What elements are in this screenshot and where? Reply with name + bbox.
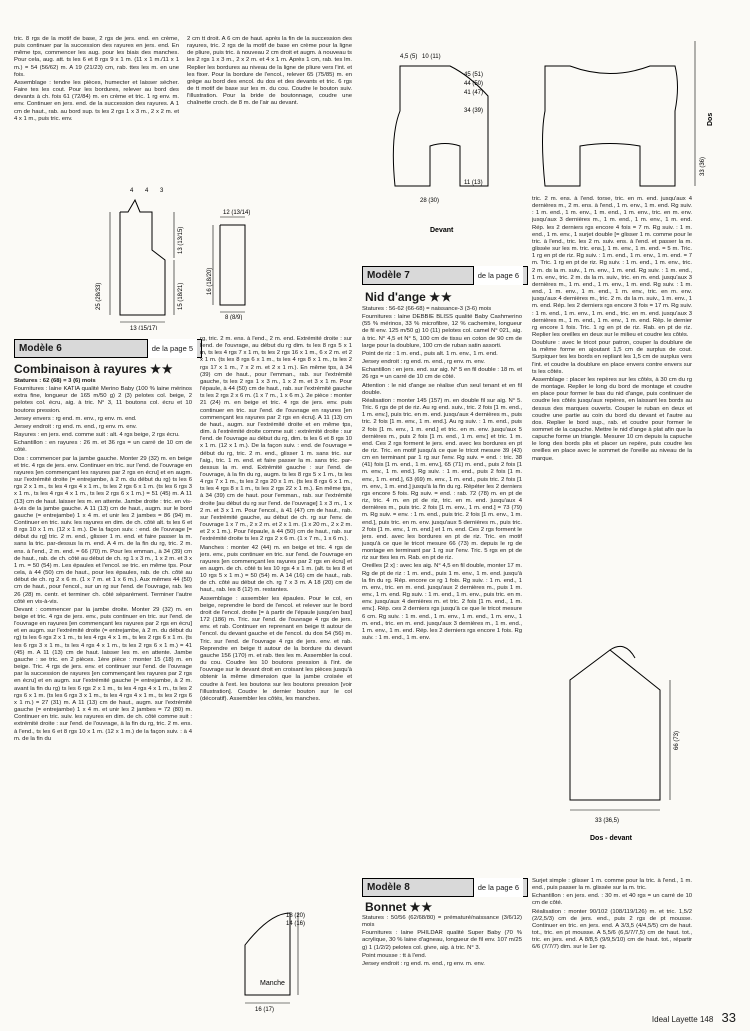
manche-bottom-label: 16 (17) <box>255 1007 275 1013</box>
col1-top-text: tric. 8 rgs de la motif de base, 2 rgs de jers. end. en crème, puis continuer par la succession des rayures en jers. end. En même tps, commencer les aug. pour les biais des manches. Pour cela, aug. att. ts les 6 et 8 rgs 9 x 1 m. (11 x 1 m./11 x 1 m.) = 54 (56/62) m. A 19 (21/23) cm, rab. ttes les m. en une fois. Assemblage : tendre les pièces, humecter et laisser sécher. Faire tes les cout. Pour les bordures, relever au bord des devants à ch. fois 61 (72/84) m. en crème et tric. 1 rg env. m. env. Continuer en jers. end. de la succession des rayures. A 1 cm de haut., rab. au bord sup. ts les 2 rgs 1 x 3 m., 2 x 2 m. et 4 x 1 m., puis tric. env. <box>14 36 179 122</box>
sleeve-left-label: 16 (18/20) <box>207 267 213 295</box>
chart-top-label-3: 3 <box>160 188 164 194</box>
modele6-title: Combinaison à rayures ★★ <box>14 362 174 376</box>
modele8-col2-text: Surjet simple : glisser 1 m. comme pour la tric. à l'end., 1 m. end., puis passer la m. glissée sur la m. tric. Echantillon : en jers. end. : 30 m. et 40 rgs = un carré de 10 cm de côté. Réalisation : monter 90/102 (108/119/126) m. et tric. 1,5/2 (2/2,5/3) cm de jers. end., puis 2 rgs de pt mousse. Continuer en tric. en jers. end. A 3/3,5 (4/4,5/5) cm de haut. tot., tric. en pt mousse. A 5,5/6 (6,5/7/7,5) cm de haut. tot., tric. en jers. end. A 8/8,5 (9/9,5/10) cm de haut. tot., répartir 6/6 (7/7/7) dim. sur le 1er rg. <box>532 878 692 951</box>
modele8-title: Bonnet ★★ <box>365 900 434 914</box>
manche-caption: Manche <box>260 980 285 987</box>
dos-devant-caption: Dos - devant <box>590 835 633 842</box>
modele6-header: Modèle 6 de la page 5 <box>14 339 202 358</box>
dos-caption: Dos <box>707 112 714 126</box>
chart-right-top-label: 13 (13/15) <box>178 226 184 254</box>
dos-devant-bottom-label: 33 (36,5) <box>595 818 620 824</box>
modele6-col1-text: Statures : 62 (68) = 3 (6) mois Fournitures : laine KATIA qualité Merino Baby (100 % laine mérinos extra fine, longueur de 165 m/50 g) 2 (3) pelotes col. beige, 2 pelotes col. écru, aig. à tric. N° 3, 11 boutons col. écru et 10 boutons pression. Jersey envers : rg end. m. env., rg env. m. end. Jersey endroit : rg end. m. end., rg env. m. env. Rayures : en jers. end. comme suit : alt. 4 rgs beige, 2 rgs écru. Echantillon : en rayures : 26 m. et 36 rgs = un carré de 10 cm de côté. Dos : commencer par la jambe gauche. Monter 29 (32) m. en beige et tric. 4 rgs de jers. env. Continuer en tric. sur l'end. de l'ouvrage en rayures [en commençant les rayures par 2 rgs en écru] et en augm. sur l'extrémité droite (= entrejambe, à 2 m. du début du rg) ts les 6 rgs 2 x 1 m., ts les 4 rgs 4 x 1 m., ts les 2 rgs 6 x 1 m. (ts les 6 rgs 3 x 1 m., ts les 4 rgs 4 x 1 m., ts les 2 rgs 6 x 1 m.) = 51 (45) m. A 11 (13) cm de haut. laisser les m. en attente. Jambe droite : tric. en vis-à-vis de la jambe gauche. A 11 (13) cm de haut., augm. sur le bord gauche (= entrejambe) 1 x 4 m. et unir les 2 jambes = 86 (94) m. Continuer en tric. suiv. les rayures en dim. de ch. côté alt. ts les 6 et 8 rgs 10 x 1 m. (12 x 1 m.). De la façon suiv. : end. de l'ouvrage [= début du rg] tric. 2 m. end., glisser 1 m. end. et faire passer la m. sans la tric. par-dessus la m. end. A 4 m. de la fin du rg, tric. 2 m. ens. à l'end., 2 m. end. = 66 (70) m. Pour les emman., à 34 (39) cm de haut., rab. de ch. côté au début de ch. rg 1 x 3 m., 1 x 2 m. et 3 x 1 m. = 50 (54) m. Les épaules et l'encol. se tric. en même tps. Pour cela, à 44 (50) cm de haut., pour les épaules, rab. de ch. côté au début de ch. rg 2 x 6 m. (1 x 7 m. et 1 x 6 m.). Aux mêmes 44 (50) cm de haut., pour l'encol., sur un rg sur l'end. de l'ouvrage, rab. les 26 (28) m. centr. et terminer ch. côté séparément. Terminer l'autre côté en vis-à-vis. Devant : commencer par la jambe droite. Monter 29 (32) m. en beige et tric. 4 rgs de jers. env., puis continuer en tric. sur l'end. de l'ouvrage en rayures [en commençant les rayures par 2 rgs en écru] et en augm. sur l'extrémité droite (= entrejambe, à 2 m. du début du rg) ts les 6 rgs 2 x 1 m., ts les 4 rgs 4 x 1 m., ts les 2 rgs 6 x 1 m. (ts les 6 rgs 3 x 1 m., ts les 4 rgs 4 x 1 m., ts les 2 rgs 6 x 1 m.) = 41 (45) m. A 11 (13) cm de haut. laisser les m. en attente. Jambe gauche : se tric. en 2 pièces. 1ère pièce : monter 15 (18) m. en beige. Tric. 4 rgs de jers. env. et continuer sur l'end. de l'ouvrage par la succession de rayures [en commençant les rayures par 2 rgs en écru] et en augm. sur l'extrémité gauche (= entrejambe, à 2 m. avant la fin du rg) ts les 6 rgs 2 x 1 m., ts les 4 rgs 4 x 1 m., ts les 2 rgs 6 x 1 m. (ts les 6 rgs 3 x 1 m., ts les 4 rgs 4 x 1 m., ts les 2 rgs 6 x 1 m.) = 27 (31) m. A 11 (13) cm de haut., augm. sur l'extrémité gauche (= entrejambe) 1 x 4 m. et unir les 2 jambes = 72 (80) m. Continuer en tric. suiv. les rayures en dim. de ch. côté comme suit : extrémité droite : sur l'end. de l'ouvrage, à la fin du rg, tric. 2 m. ens. à l'end., ts les 6 et 8 rgs 10 x 1 m. (12 x 1 m.) de la façon suiv. : à 4 m. de la fin du <box>14 378 192 742</box>
jacket-pattern-chart <box>90 180 185 330</box>
modele8-col1-text: Statures : 50/56 (62/68/80) = prématuré/naissance (3/6/12) mois Fournitures : laine PHILDAR qualité Super Baby (70 % acrylique, 30 % laine d'agneau, longueur de fil env. 107 m/25 g) 1 (1/2/2) pelotes col. givre, aig. à tric. N° 3. Point mousse : tt à l'end. Jersey endroit : rg end. m. end., rg env. m. env. <box>362 915 522 967</box>
dos-devant-side-label: 66 (73) <box>674 730 680 750</box>
modele7-title: Nid d'ange ★★ <box>365 290 453 304</box>
footer-issue-number: 148 <box>699 1015 714 1024</box>
chart-right-bottom-label: 15 (18/21) <box>178 282 184 310</box>
chart-left-label: 25 (28/33) <box>96 282 102 310</box>
sleeve-bottom-label: 8 (8/9) <box>225 315 243 320</box>
devant-side-5: 11 (13) <box>464 180 483 186</box>
devant-label-2: 10 (11) <box>422 54 441 60</box>
dos-side-label: 33 (36) <box>700 156 706 176</box>
manche-chart <box>230 905 340 1015</box>
sleeve-top-label: 12 (13/14) <box>223 210 251 216</box>
devant-caption: Devant <box>430 227 454 234</box>
chart-top-label-1: 4 <box>130 188 134 194</box>
page-number: 33 <box>721 1010 736 1025</box>
footer-label: Ideal Layette <box>651 1015 698 1024</box>
page-footer <box>652 1010 736 1025</box>
dos-devant-chart <box>550 630 730 870</box>
chart-top-label-2: 4 <box>145 188 149 194</box>
devant-side-4: 34 (39) <box>464 108 484 114</box>
modele8-header: Modèle 8 de la page 6 <box>362 878 528 897</box>
modele7-col1-text: Statures : 56-62 (66-68) = naissance-3 (3-6) mois Fournitures : laine DEBBIE BLISS qualité Baby Cashmerino (55 % mérinos, 33 % microfibre, 12 % cachemire, longueur de fil env. 125 m/50 g) 10 (11) pelotes col. camel N° 021, aig. à tric. N° 4,5 et N° 5, 100 cm de tissu en coton de 90 cm de large pour la doublure, 100 cm de ruban satin assorti. Point de riz : 1 m. end., puis alt. 1 m. env., 1 m. end. Jersey endroit : rg end. m. end., rg env. m. env. Echantillon : en jers. end. sur aig. N° 5 en fil double : 18 m. et 26 rgs = un carré de 10 cm de côté. Attention : le nid d'ange se réalise d'un seul tenant et en fil double. Réalisation : monter 145 (157) m. en double fil sur aig. N° 5. Tric. 6 rgs de pt de riz. Au rg end. suiv., tric. 2 fois [1 m. end., 1 m. env.], puis tric. en m. end. jusqu'aux 4 dernières m., puis tric. 2 fois [1 m. env., 1 m. end.]. Au rg suiv. : 1 m. end., puis 2 fois [1 m. env., 1 m. end.] et tric. en m. env. jusqu'aux 5 dernières m., puis 2 fois [1 m. end., 1 m. env.] et tric. 1 m. end. Ces 2 rgs forment le jers. end. avec les bordures en pt de riz. Tric. en motif jusqu'à ce que le tricot mesure 39 (43) cm en terminant par 1 rg sur l'env. Rg suiv. = end. : tric. 38 (41) fois [1 m. end., 1 m. env.], 65 (71) m. end., puis 2 fois [1 m. env., 1 m. end.]. Rg suiv. : 1 m. end., puis 2 fois [1 m. env., 1 m. end.], 63 (69) m. env., 1 m. end., puis tric. 2 fois [1 m. env., 1 m. end.] jusqu'à la fin du rg. Répéter les 2 derniers rgs encore 5 fois. Rg suiv. = end. : rab. 72 (78) m. en pt de riz, tric. 4 m. en pt de riz, tric. en m. end. jusqu'aux 4 dernières m., puis tric. 2 fois [1 m. env., 1 m. end.] = 73 (79) m. Rg suiv. = env. : 1 m. end., puis tric. 2 fois [1 m. env., 1 m. end.], puis tric. en m. env. jusqu'aux 5 dernières m., puis tric. 2 fois [1 m. env., 1 m. end.] et 1 m. end. Ces 2 rgs forment le jers. end. avec les bordures en pt de riz. Tric. en motif jusqu'à ce que le tricot mesure 66 (73) m. depuis le rg de montage en terminant par 1 rg sur l'env. Tric. 5 rgs en pt de riz sur ttes les m. Rab. en pt de riz. Oreilles [2 x] : avec les aig. N° 4,5 en fil double, monter 17 m. Rg de pt de riz : 1 m. end., puis 1 m. env., 1 m. end. jusqu'à la fin du rg. Rép. encore ce rg 1 fois. Rg suiv. : 1 m. end., 1 m. env., tric. en m. end. jusqu'aux 2 dernières m., puis 1 m. env., 1 m. end. Rg suiv. : 1 m. end., 1 m. env., puis tric. en m. env. jusqu'aux 4 dernières m. et tric. 2 fois [1 m. end., 1 m. env.]. Rép. ces 2 derniers rgs jusqu'à ce que le tricot mesure 6 cm. Rg suiv. : 1 m. end., 1 m. env., 1 m. end., 1 m. env., 1 m. end., tric. en m. end. jusqu'aux 3 dernières m., 1 m. end., 1 m. env., 1 m. end. Rép. les 2 derniers rgs encore 1 fois. Rg suiv. : 1 m. end., 1 m. env. <box>362 306 522 642</box>
devant-bottom-label: 28 (30) <box>420 198 440 204</box>
devant-side-2: 44 (50) <box>464 81 484 87</box>
devant-side-3: 41 (47) <box>464 90 484 96</box>
devant-label-1: 4,5 (5) <box>400 54 418 60</box>
modele6-col2-text: rg, tric. 2 m. ens. à l'end., 2 m. end. Extrémité droite : sur l'end. de l'ouvrage, au début du rg dim. ts les 8 rgs 5 x 1 m, ts les 4 rgs 7 x 1 m, ts les 2 rgs 16 x 1 m., 6 x 2 m. et 2 x 1 m. (ts les 8 rgs 6 x 1 m., ts les 4 rgs 8 x 1 m., ts les 2 rgs 17 x 1 m., 7 x 2 m. et 2 x 1 m.). En même tps, à 34 (39) cm de haut., pour l'emman., rab. sur l'extrémité gauche, ts les 2 rgs 1 x 3 m., 1 x 2 m. et 3 x 1 m. Pour l'épaule, à 44 (50) cm de haut., rab. sur l'extrémité gauche ts les 2 rgs 2 x 6 m. (1 x 7 m., 1 x 6 m.). 2e pièce : monter 21 (24) m. en beige et tric. 4 rgs de jers. env. puis continuer en tric. sur l'end. de l'ouvrage en rayures [en commençant les rayures par 2 rgs en écru]. A 11 (13) cm de haut., augm. sur l'extrémité droite et en même tps, dim. à l'extrémité droite comme suit : extrémité droite : sur l'end. de l'ouvrage au début du rg, dim. ts les 6 et 8 rgs 10 x 1 m. (12 x 1 m.). De la façon suiv. : end. de l'ouvrage = début du rg, tric. 2 m. end., glisser 1 m. sans tric. sur l'aig., tric. 1 m. end. et faire passer la m. sans tric. par-dessus la m. end. Extrémité gauche : sur l'end. de l'ouvrage, à la fin du rg, augm. ts les 8 rgs 5 x 1 m., ts les 4 rgs 7 x 1 m., ts les 2 rgs 20 x 1 m. (ts les 8 rgs 6 x 1 m., ts les 4 rgs 8 x 1 m., ts les 2 rgs 22 x 1 m.). En même tps, à 34 (39) cm de haut. pour l'emman., rab. sur l'extrémité droite [au début du rg sur l'end. de l'ouvrage] 1 x 3 m., 1 x 2 m. et 3 x 1 m. Pour l'encol., à 41 (47) cm de haut., rab. sur l'extrémité gauche, au début de ch. rg sur l'env. de l'ouvrage 1 x 7 m., 2 x 2 m. et 2 x 1 m. (1 x 20 m., 2 x 2 m. et 2 x 1 m.). Pour l'épaule, à 44 (50) cm de haut., rab. sur l'extrémité droite ts les 2 rgs 2 x 6 m. (1 x 7 m., 1 x 6 m.). Manches : monter 42 (44) m. en beige et tric. 4 rgs de jers. env., puis continuer en tric. sur l'end. de l'ouvrage en rayures [en commençant les rayures par 2 rgs en écru] et en augm. de ch. côté ts les 10 rgs 4 x 1 m. (alt. ts les 8 et 10 rgs 5 x 1 m.) = 50 (54) m. A 14 (16) cm de haut., rab. de ch. côté au début de ch. rg 7 x 3 m. A 18 (20) cm de haut., rab. les 8 (12) m. restantes. Assemblage : assembler les épaules. Pour le col, en beige, reprendre le bord de l'encol. et relever sur le bord droit de l'encol. droite [= à partir de l'épaule jusqu'en bas] 172 (186) m. Tric. sur l'end. de l'ouvrage 4 rgs de jers. env. et rab. Continuer en reprenant en beige tt autour de l'encol. du devant gauche et de l'encol. du dos 54 (56) m. Tric. sur l'end. de l'ouvrage 4 rgs de jers. env. et rab. Reprendre en beige tt autour de la bordure du devant gauche 156 (170) m. et rab. ttes les m. Assembler la coul. du cou. Coudre les 10 boutons pression à l'int. de l'ouvrage sur le devant droit en croisant les pièces jusqu'à obtenir la même dimension que la jambe croisée et coudre à l'ext. les boutons sur les boutons pression [voir l'illustration]. Coudre le dernier bouton sur le col (décoratif). Assembler les côtés, les manches. <box>200 336 352 702</box>
devant-side-1: 45 (51) <box>464 72 484 78</box>
col2-top-text: 2 cm tt droit. A 6 cm de haut. après la fin de la succession des rayures, tric. 2 rgs de la motif de base en crème pour la ligne de pliure, puis tric. à nouveau 2 cm droit et augm. à nouveau ts les 2 rgs 1 x 3 m., 2 x 2 m. et 4 x 1 m. Après 1 cm, rab. tes lm. Replier les bordures au niveau de la ligne de pliure vers l'int. et les fixer. Pour la bordure de l'encol., relever 65 (75/85) m. en grège au bord des encol. du dos et des devants et tric. 6 rgs de tt motif de base sur les m. du cou. Coudre le bouton suiv. l'illustration. Pour la bride de boutonnage, coudre une chaînette croch. de 8 m. de l'air au devant. <box>187 36 352 107</box>
modele7-header: Modèle 7 de la page 6 <box>362 266 528 285</box>
modele7-col2-text: tric. 2 m. ens. à l'end. torse, tric. en m. end. jusqu'aux 4 dernières m., 2 m. ens. à l'end., 1 m. env., 1 m. end. Rg suiv. : 1 m. end., 1 m. env., 1 m. end., 1 m. env., tric. en m. env. jusqu'aux 3 dernières m., 1 m. end., 1 m. env., 1 m. end. Rép. les 2 derniers rgs encore 4 fois = 7 m. Rg suiv. : 1 m. end., 1 m. env., 1 surjet double [= glisser 1 m. comme pour le tric. à l'end., tric. les 2 m. suiv. ens. à l'end. et passer la m. glissée sur les m. tric. ens.], 1 m. env., 1 m. end. = 5 m. Tric. 1 rg en pt de riz. Rg suiv. : 1 m. end., 1 m. env., 1 m. end. = 7 m. Tric. 1 rg en pt de riz. Rg suiv. : 1 m. end., 1 m. env., tric. 2 m. ds la m. suiv., 1 m. env., 1 m. end. Rg suiv. : 1 m. end., 1 m. env., tric. 2 m. ds la m. suiv., tric. en m. end. jusqu'aux 3 dernières m., 1 m. end., 1 m. env., 1 m. end. Rg suiv. : 1 m. end., 1 m. env., 1 m. end., 1 m. env., tric. en m. env. jusqu'aux 4 dernières m., tric. 2 m. ds la m. suiv., 1 m. env., 1 m. end. Rép. les 2 derniers rgs encore 3 fois = 17 m. Rg suiv. : 1 m. end., 1 m. env., 1 m. end., tric. en m. end. jusqu'aux 3 dernières m., 1 m. end., 1 m. env., 1 m. end. Rép. le dernier rg encore 1 fois. Tric. 1 rg en pt de riz. Rab. en pt de riz. Replier les oreilles en deux sur le milieu et coudre les côtés. Doublure : avec le tricot pour patron, couper la doublure de la même forme en ajoutant 1,5 cm de surplus de cout. Surpiquer tes les bords en repliant les 1,5 cm de surplus vers l'int. et coudre la doublure en place envers contre envers sur ts les côtés. Assemblage : placer les repères sur les côtés, à 30 cm du rg de montage. Replier le long du bord de montage et coudre en place pour former le bas du nid d'ange, puis continuer de coudre les côtés jusqu'aux repères, en laissant les bords au dessus des marques ouverts. Couper le ruban en deux et coudre une partie au coin du bord du devant et l'autre au dos. Replier le bord sup., rab. et coudre pour former le sommet de la capuche. Mettre le nid d'ange à plat afin que la capuche forme un triangle. Mesurer 10 cm depuis la capuche le long des bords plis et placer un repère, puis coudre les oreilles en place avec le sommet de l'oreille au niveau de la marque. <box>532 196 692 462</box>
chart-bottom-label: 13 (15/17) <box>130 326 158 330</box>
manche-top-label: 18 (20) <box>286 913 306 919</box>
sleeve-pattern-chart <box>205 205 270 320</box>
manche-top-label2: 14 (16) <box>286 921 306 927</box>
